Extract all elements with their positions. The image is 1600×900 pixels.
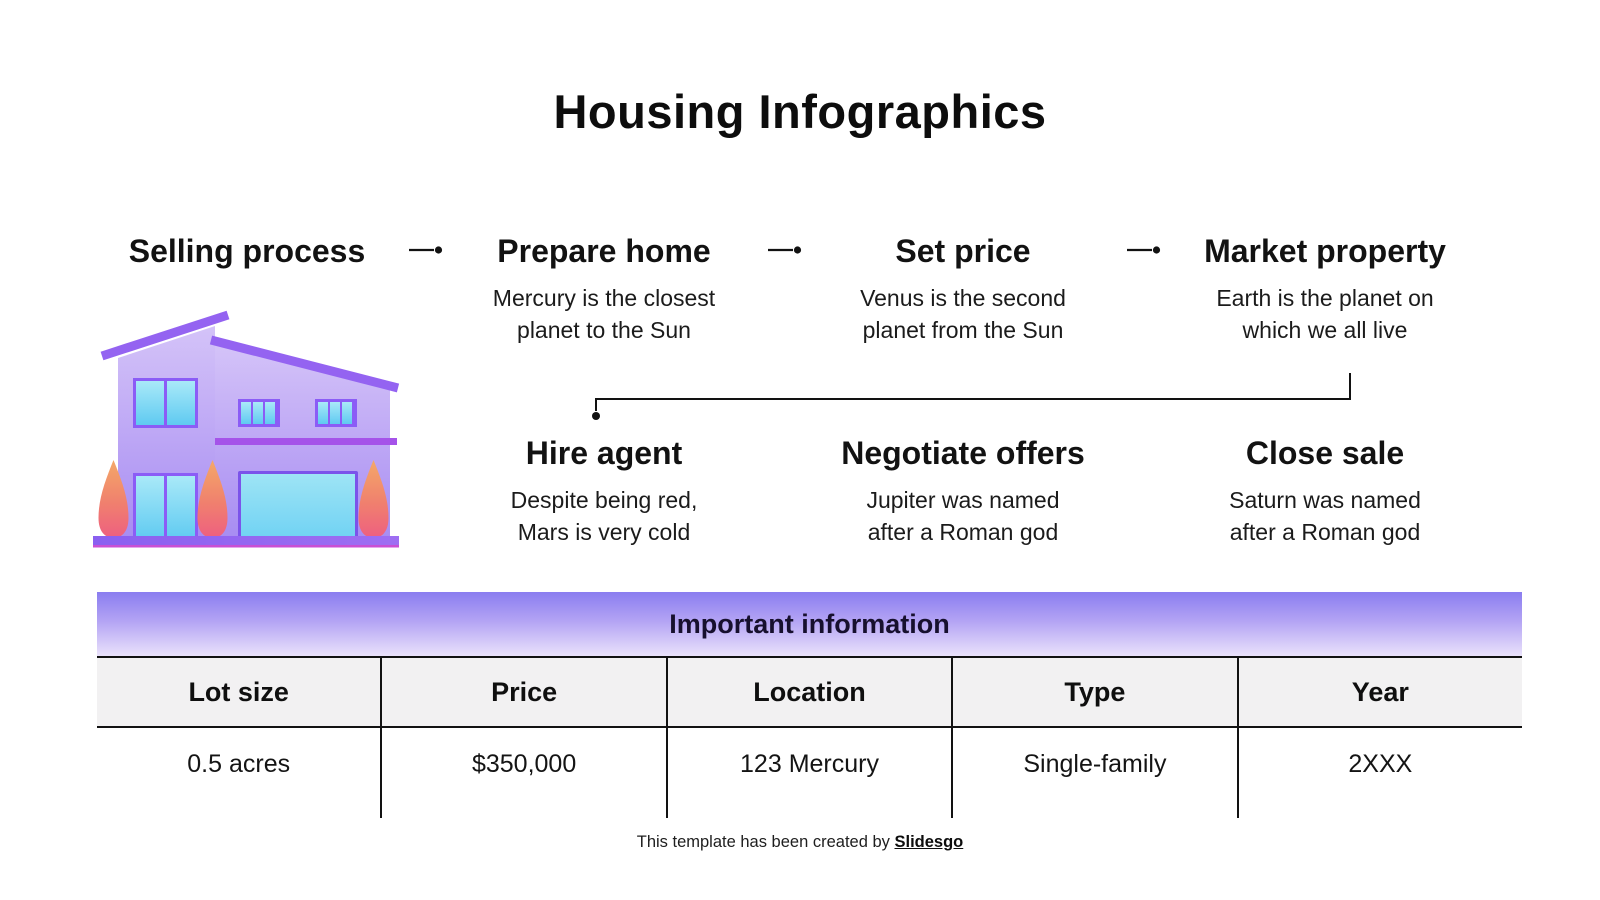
- step-title: Selling process: [128, 233, 366, 269]
- page-title: Housing Infographics: [553, 85, 1047, 138]
- desc-line: Despite being red,: [510, 487, 698, 513]
- step-description: [773, 484, 1153, 548]
- step-description: [414, 484, 794, 548]
- desc-line: which we all live: [1242, 317, 1408, 343]
- step-negotiate-offers: [773, 432, 1153, 548]
- house-illustration: [86, 296, 406, 552]
- column-header-location: Location: [668, 658, 953, 726]
- house-door: [133, 473, 198, 540]
- column-header-year: Year: [1351, 676, 1409, 707]
- desc-line: planet to the Sun: [517, 317, 691, 343]
- desc-line: Jupiter was named: [866, 487, 1060, 513]
- column-header-lot-size: Lot size: [97, 658, 382, 726]
- step-title: Hire agent: [525, 435, 683, 471]
- house-base: [93, 536, 399, 548]
- cell-location: 123 Mercury: [668, 728, 953, 818]
- step-title: Set price: [895, 233, 1031, 269]
- column-header-type: Type: [953, 658, 1238, 726]
- step-description: [1135, 282, 1515, 346]
- desc-line: Mars is very cold: [517, 519, 691, 545]
- important-information-table: [97, 592, 1522, 818]
- step-description: [414, 282, 794, 346]
- footer-text: This template has been created by: [636, 833, 890, 851]
- desc-line: planet from the Sun: [862, 317, 1064, 343]
- cell-lot-size: 0.5 acres: [97, 728, 382, 818]
- table-banner: [97, 592, 1522, 656]
- desc-line: Saturn was named: [1229, 487, 1421, 513]
- desc-line: after a Roman god: [867, 519, 1059, 545]
- cell-year: 2XXX: [1348, 750, 1413, 778]
- table-header-row: [97, 656, 1522, 728]
- step-close-sale: [1135, 432, 1515, 548]
- slidesgo-link[interactable]: Slidesgo: [894, 833, 964, 851]
- flow-connector-line: [588, 367, 1363, 425]
- footer-credit: [637, 833, 964, 852]
- garage-door: [238, 471, 358, 540]
- desc-line: after a Roman god: [1229, 519, 1421, 545]
- step-market-property: [1135, 230, 1515, 346]
- desc-line: Venus is the second: [860, 285, 1066, 311]
- desc-line: Earth is the planet on: [1216, 285, 1434, 311]
- step-title: Close sale: [1245, 435, 1405, 471]
- desc-line: Mercury is the closest: [492, 285, 716, 311]
- step-set-price: [773, 230, 1153, 346]
- step-title: Negotiate offers: [841, 435, 1085, 471]
- cell-type: Single-family: [953, 728, 1238, 818]
- cell-price: $350,000: [382, 728, 667, 818]
- step-prepare-home: [414, 230, 794, 346]
- column-header-price: Price: [382, 658, 667, 726]
- table-banner-title: Important information: [669, 608, 950, 639]
- step-title: Prepare home: [497, 233, 711, 269]
- step-description: [773, 282, 1153, 346]
- step-description: [1135, 484, 1515, 548]
- step-title: Market property: [1204, 233, 1446, 269]
- step-selling-process: [57, 230, 437, 272]
- step-hire-agent: [414, 432, 794, 548]
- table-row: [97, 728, 1522, 818]
